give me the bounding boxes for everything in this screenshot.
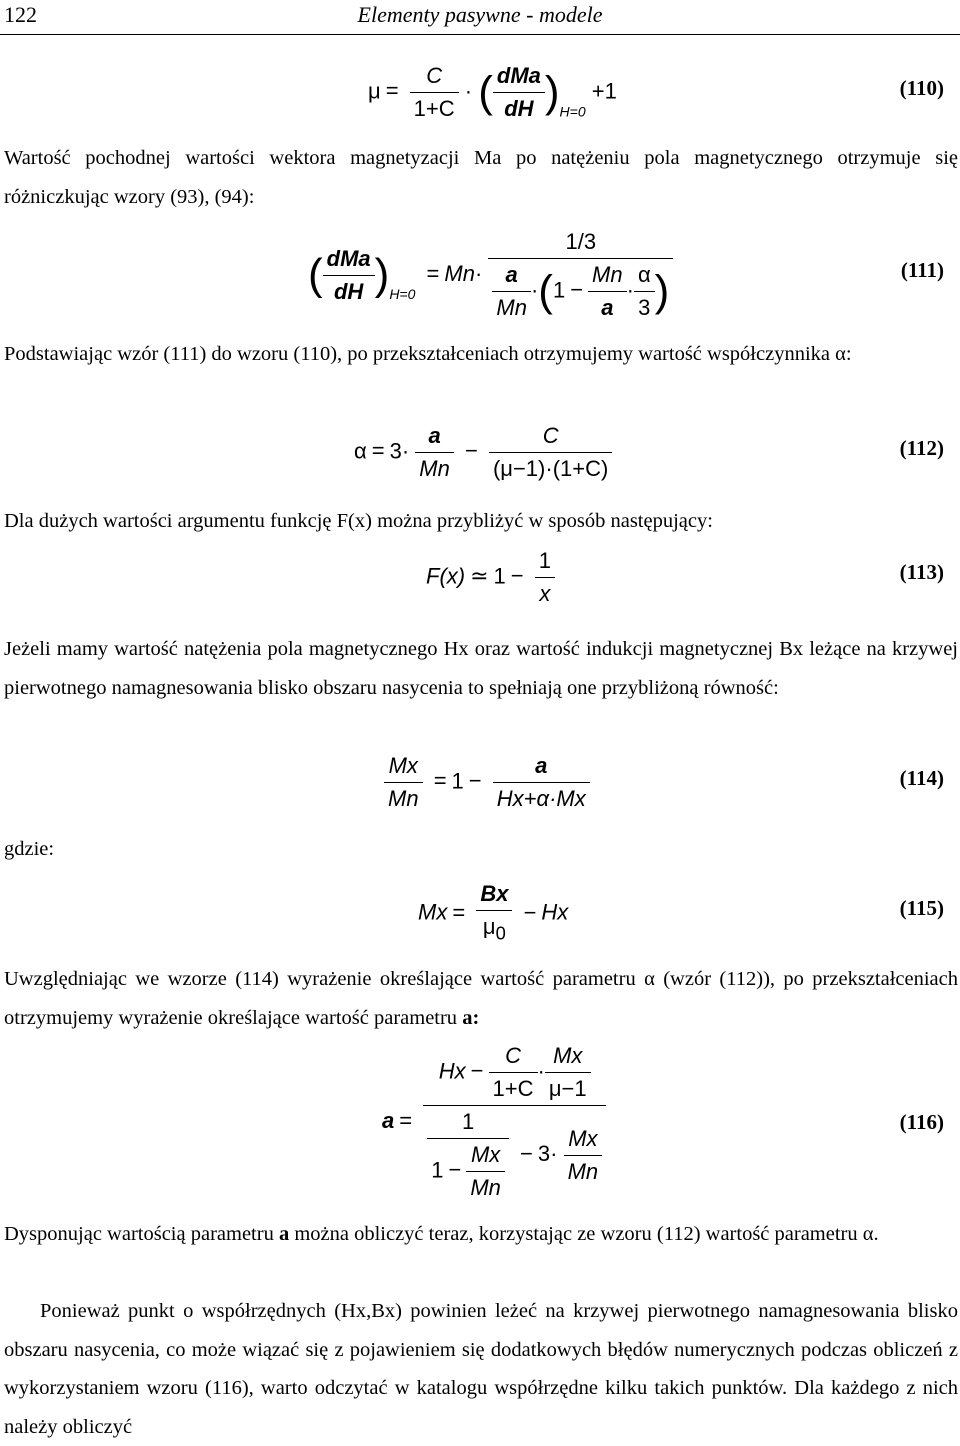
a-over-mn bbox=[415, 420, 454, 485]
equation-115: Mx = $\frac{Bx}{\mu_0}$ − Hx bbox=[418, 878, 568, 949]
mn: Mn bbox=[466, 1171, 505, 1204]
subscript: H=0 bbox=[389, 285, 416, 302]
equation-number-113: (113) bbox=[899, 560, 944, 584]
dot: · bbox=[464, 78, 473, 104]
main-fraction bbox=[488, 226, 673, 324]
page-number: 122 bbox=[4, 2, 37, 27]
a: a bbox=[505, 262, 518, 287]
derivative-fraction bbox=[323, 243, 375, 308]
mn: Mn bbox=[592, 262, 623, 287]
minus: − bbox=[520, 1140, 533, 1166]
main-fraction bbox=[423, 1040, 606, 1204]
denominator: (μ−1)·(1+C) bbox=[489, 452, 612, 485]
hx: Hx bbox=[541, 899, 569, 925]
alpha: α bbox=[637, 262, 651, 287]
equation-110: μ = $\frac{C}{1+C}$ · ( $\frac{\text{dMa}}{dH}$ )$_{H=0} +1$ bbox=[368, 60, 617, 125]
three: 3 bbox=[537, 1140, 551, 1166]
three: 3 bbox=[389, 438, 402, 464]
paragraph-6-bold: a bbox=[278, 1223, 290, 1245]
paragraph-5-end: : bbox=[472, 1006, 480, 1029]
paragraph-5-text: Uwzględniając we wzorze (114) wyrażenie określające wartość parametru α (wzór (112)), po przekształceniach otrzymujemy wyrażenie określające wartość parametru bbox=[4, 968, 958, 1029]
mx-over-mn bbox=[466, 1139, 505, 1204]
paragraph-4: Jeżeli mamy wartość natężenia pola magnetycznego Hx oraz wartość indukcji magnetycznej Bx leżące na krzywej pierwotnego namagnesowania blisko obszaru nasycenia to spełniają one przybliżoną równość: bbox=[4, 638, 958, 699]
one: 1 bbox=[451, 768, 464, 794]
minus: − bbox=[464, 438, 478, 464]
mx: Mx bbox=[418, 899, 448, 925]
mx-fraction bbox=[545, 1040, 591, 1105]
a: a bbox=[428, 423, 441, 448]
mn: Mn bbox=[384, 782, 423, 815]
a: a bbox=[535, 753, 548, 778]
mn: Mn bbox=[492, 291, 531, 324]
numerator: 1/3 bbox=[565, 229, 597, 254]
paragraph-6 bbox=[4, 1215, 958, 1254]
x: x bbox=[535, 577, 555, 610]
minus: − bbox=[470, 1058, 484, 1084]
denominator: dH bbox=[323, 275, 375, 308]
mu-symbol: μ bbox=[368, 78, 381, 104]
dot: · bbox=[626, 277, 634, 303]
derivative-fraction bbox=[493, 60, 545, 125]
dot: · bbox=[401, 438, 410, 464]
c-fraction bbox=[489, 1040, 538, 1105]
dot: · bbox=[550, 1140, 558, 1166]
minus: − bbox=[468, 768, 482, 794]
hx: Hx bbox=[438, 1058, 466, 1084]
mx: Mx bbox=[388, 753, 418, 778]
mx: Mx bbox=[470, 1142, 501, 1167]
mu-minus-one: μ−1 bbox=[545, 1072, 591, 1105]
minus: − bbox=[510, 563, 524, 589]
bx-over-mu0 bbox=[476, 878, 512, 949]
gdzie-label: gdzie: bbox=[4, 838, 55, 860]
inner-fraction bbox=[427, 1106, 509, 1204]
one: 1 bbox=[552, 277, 566, 303]
mu: μ bbox=[482, 914, 496, 939]
a-fraction bbox=[493, 750, 590, 815]
dot: · bbox=[474, 260, 483, 286]
three: 3 bbox=[634, 291, 655, 324]
equation-116: a = Hx − $\frac{C}{1+C}$ · $\frac{Mx}{\mu-1}$ 1 1 − $\frac{Mx}{Mn}$ − 3· $\frac{Mx}{Mn}$ bbox=[382, 1040, 606, 1204]
equation-number-116: (116) bbox=[899, 1110, 944, 1134]
one: 1 bbox=[461, 1109, 475, 1134]
paragraph-5-bold: a bbox=[462, 1006, 473, 1029]
plus-one: +1 bbox=[591, 78, 617, 104]
mn-over-a bbox=[588, 259, 627, 324]
numerator bbox=[423, 1040, 606, 1105]
inner-den bbox=[427, 1138, 509, 1204]
a: a bbox=[382, 1107, 395, 1133]
c: C bbox=[505, 1043, 521, 1068]
mx-over-mn bbox=[384, 750, 423, 815]
paragraph-1: Wartość pochodnej wartości wektora magnetyzacji Ma po natężeniu pola magnetycznego otrzymuje się różniczkując wzory (93), (94): bbox=[4, 147, 958, 208]
paragraph-5 bbox=[4, 960, 958, 1037]
mx: Mx bbox=[553, 1043, 583, 1068]
fraction bbox=[410, 60, 459, 125]
one-plus-c: 1+C bbox=[489, 1072, 538, 1105]
paragraph-3: Dla dużych wartości argumentu funkcję F(x) można przybliżyć w sposób następujący: bbox=[4, 510, 713, 532]
equation-114: $\frac{Mx}{Mn}$ = 1 − $\frac{a}{Hx+\alpha\cdot Mx}$ bbox=[384, 750, 590, 815]
running-title: Elementy pasywne - modele bbox=[357, 2, 603, 27]
paragraph-2: Podstawiając wzór (111) do wzoru (110), po przekształceniach otrzymujemy wartość współczynnika α: bbox=[4, 343, 852, 365]
alpha: α bbox=[354, 438, 367, 464]
equation-number-115: (115) bbox=[899, 896, 944, 920]
bx: Bx bbox=[480, 881, 509, 906]
paragraph-7: Ponieważ punkt o współrzędnych (Hx,Bx) powinien leżeć na krzywej pierwotnego namagnesowania blisko obszaru nasycenia, co może wiązać się z pojawieniem się dodatkowych błędów numerycznych podczas obliczeń z wykorzystaniem wzoru (116), warto odczytać w katalogu współrzędne kilku takich punktów. Dla każdego z nich należy obliczyć bbox=[4, 1300, 958, 1438]
one: 1 bbox=[493, 563, 506, 589]
equation-number-114: (114) bbox=[899, 766, 944, 790]
denominator: 1+C bbox=[410, 92, 459, 125]
minus: − bbox=[523, 899, 537, 925]
alpha-over-3 bbox=[634, 259, 655, 324]
mx-over-mn-2 bbox=[564, 1123, 603, 1188]
equation-113 bbox=[426, 545, 555, 610]
mu0 bbox=[476, 910, 512, 949]
paragraph-6-text-b: można obliczyć teraz, korzystając ze wzoru (112) wartość parametru α. bbox=[294, 1223, 879, 1245]
mn: Mn bbox=[415, 452, 454, 485]
mn: Mn bbox=[444, 260, 475, 286]
c-fraction bbox=[489, 420, 612, 485]
one: 1 bbox=[431, 1157, 444, 1183]
minus: − bbox=[570, 277, 584, 303]
denominator bbox=[423, 1105, 606, 1204]
mn: Mn bbox=[564, 1155, 603, 1188]
equation-number-110: (110) bbox=[899, 76, 944, 100]
lhs: F(x) bbox=[426, 563, 466, 589]
one: 1 bbox=[538, 548, 552, 573]
approx: ≃ bbox=[470, 563, 489, 589]
denominator: dH bbox=[493, 92, 545, 125]
numerator: dMa bbox=[326, 245, 371, 271]
a-over-mn bbox=[492, 259, 531, 324]
equation-number-112: (112) bbox=[899, 436, 944, 460]
numerator: dMa bbox=[496, 63, 541, 88]
equation-number-111: (111) bbox=[900, 258, 944, 282]
dot: · bbox=[530, 277, 539, 303]
subscript-zero: 0 bbox=[495, 922, 506, 944]
equation-111: ( $\frac{\text{dMa}}{dH}$ )$_{H=0} = Mn\cdot$ 1/3 $\frac{a}{Mn}$ ·(1 − $\frac{Mn}{a}$ · $\frac{\alpha}{3}$ ) bbox=[308, 226, 673, 324]
paragraph-6-text-a: Dysponując wartością parametru bbox=[4, 1223, 274, 1245]
subscript: H=0 bbox=[559, 103, 586, 120]
dot: · bbox=[537, 1058, 545, 1084]
c: C bbox=[542, 423, 559, 448]
mx: Mx bbox=[568, 1125, 598, 1151]
denominator: $\frac{a}{Mn}$ ·(1 − $\frac{Mn}{a}$ · $\frac{\alpha}{3}$ ) bbox=[488, 258, 673, 324]
a: a bbox=[588, 291, 627, 324]
page-header bbox=[0, 0, 960, 35]
minus: − bbox=[448, 1157, 462, 1183]
denominator: Hx+α·Mx bbox=[493, 782, 590, 815]
numerator: C bbox=[426, 63, 443, 88]
equation-112: α = 3· $\frac{a}{Mn}$ − $\frac{C}{(\mu-1)\cdot(1+C)}$ bbox=[354, 420, 612, 485]
one-over-x bbox=[535, 545, 555, 610]
